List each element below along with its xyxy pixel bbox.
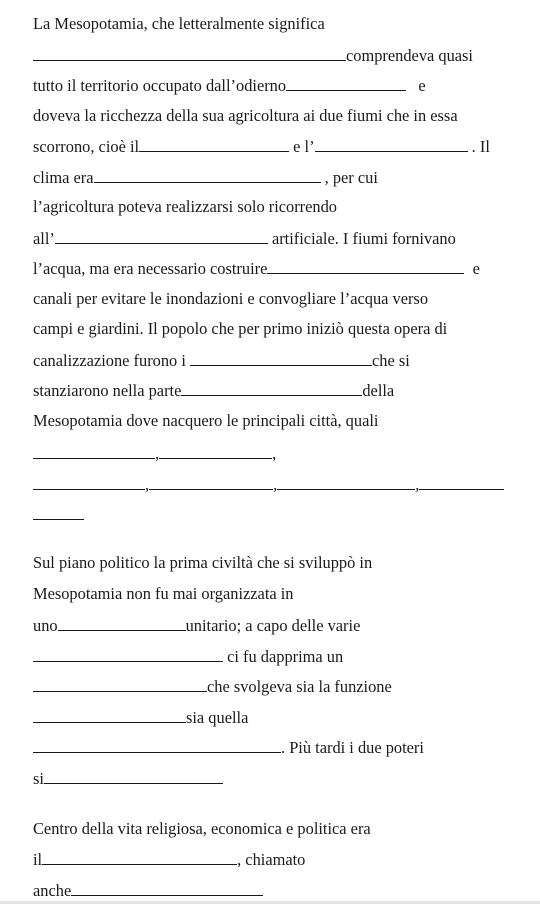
fill-in-blank[interactable] — [159, 441, 272, 459]
text-line — [33, 878, 510, 902]
text: ci fu dapprima un — [227, 647, 344, 666]
text: . Più tardi i due poteri — [281, 738, 424, 757]
fill-in-blank[interactable] — [181, 378, 362, 396]
fill-in-blank[interactable] — [315, 134, 468, 152]
text: che si — [372, 351, 410, 370]
text: e — [472, 259, 480, 278]
text: si — [33, 769, 44, 788]
text: che svolgeva sia la funzione — [207, 677, 392, 696]
text: comprendeva quasi — [346, 46, 473, 65]
text: , — [272, 444, 277, 463]
text-line — [33, 582, 510, 606]
text: scorrono, cioè il — [33, 137, 140, 156]
text: doveva la ricchezza della sua agricoltura ai due fiumi che in essa — [33, 106, 458, 125]
fill-in-blank[interactable] — [33, 502, 84, 520]
text-line — [33, 644, 510, 668]
text: tutto il territorio occupato dall’odierno — [33, 76, 287, 95]
fill-in-blank[interactable] — [42, 847, 237, 865]
text: canalizzazione furono i — [33, 351, 186, 370]
text: stanziarono nella parte — [33, 381, 182, 400]
text-line — [33, 43, 510, 67]
text: Sul piano politico la prima civiltà che si sviluppò in — [33, 553, 373, 572]
text: il — [33, 850, 43, 869]
fill-in-blank[interactable] — [139, 134, 289, 152]
text-line — [33, 348, 510, 372]
text: Centro della vita religiosa, economica e politica era — [33, 819, 371, 838]
text-line — [33, 104, 510, 128]
fill-in-blank[interactable] — [71, 878, 263, 896]
text-line — [33, 226, 510, 250]
text: e — [418, 76, 426, 95]
fill-in-blank[interactable] — [33, 472, 145, 490]
fill-in-blank[interactable] — [44, 766, 223, 784]
text-line — [33, 817, 510, 841]
fill-in-blank[interactable] — [33, 705, 186, 723]
text-line — [33, 472, 510, 496]
text-line — [33, 73, 510, 97]
text-line — [33, 317, 510, 341]
fill-in-blank[interactable] — [286, 73, 406, 91]
text-line — [33, 256, 510, 280]
text: anche — [33, 881, 72, 900]
text-line — [33, 441, 510, 465]
text: clima era — [33, 168, 94, 187]
text-line — [33, 134, 510, 158]
text-line — [33, 195, 510, 219]
text-line — [33, 613, 510, 637]
text-line — [33, 847, 510, 871]
text: , — [415, 475, 420, 494]
text: uno — [33, 616, 58, 635]
text: all’ — [33, 229, 55, 248]
fill-in-blank[interactable] — [33, 735, 281, 753]
text-line — [33, 12, 510, 36]
text: , — [155, 444, 160, 463]
text: , per cui — [324, 168, 378, 187]
fill-in-blank[interactable] — [33, 43, 346, 61]
fill-in-blank[interactable] — [33, 674, 207, 692]
fill-in-blank[interactable] — [33, 441, 155, 459]
text: l’acqua, ma era necessario costruire — [33, 259, 268, 278]
text-line — [33, 165, 510, 189]
text-line — [33, 551, 510, 575]
text: canali per evitare le inondazioni e convogliare l’acqua verso — [33, 289, 429, 308]
text: unitario; a capo delle varie — [185, 616, 361, 635]
text: La Mesopotamia, che letteralmente significa — [33, 14, 325, 33]
text-line — [33, 287, 510, 311]
text-line — [33, 705, 510, 729]
fill-in-blank[interactable] — [149, 472, 273, 490]
fill-in-blank[interactable] — [94, 165, 321, 183]
text: e l’ — [293, 137, 315, 156]
text-line — [33, 378, 510, 402]
text: campi e giardini. Il popolo che per primo iniziò questa opera di — [33, 319, 448, 338]
text-line — [33, 409, 510, 433]
fill-in-blank[interactable] — [419, 472, 504, 490]
text: Mesopotamia dove nacquero le principali città, quali — [33, 411, 379, 430]
text: sia quella — [186, 708, 249, 727]
text: della — [362, 381, 395, 400]
fill-in-blank[interactable] — [58, 613, 186, 631]
text: . Il — [471, 137, 490, 156]
fill-in-blank[interactable] — [190, 348, 372, 366]
fill-in-blank[interactable] — [267, 256, 464, 274]
text: l’agricoltura poteva realizzarsi solo ricorrendo — [33, 197, 337, 216]
text: , — [273, 475, 278, 494]
text: artificiale. I fiumi fornivano — [271, 229, 456, 248]
fill-in-blank[interactable] — [277, 472, 415, 490]
text-line — [33, 502, 510, 526]
text-line — [33, 766, 510, 790]
text: Mesopotamia non fu mai organizzata in — [33, 584, 294, 603]
text: , chiamato — [237, 850, 306, 869]
fill-in-blank[interactable] — [33, 644, 223, 662]
text-line — [33, 735, 510, 759]
fill-in-blank[interactable] — [55, 226, 268, 244]
text-line — [33, 674, 510, 698]
text: , — [145, 475, 150, 494]
